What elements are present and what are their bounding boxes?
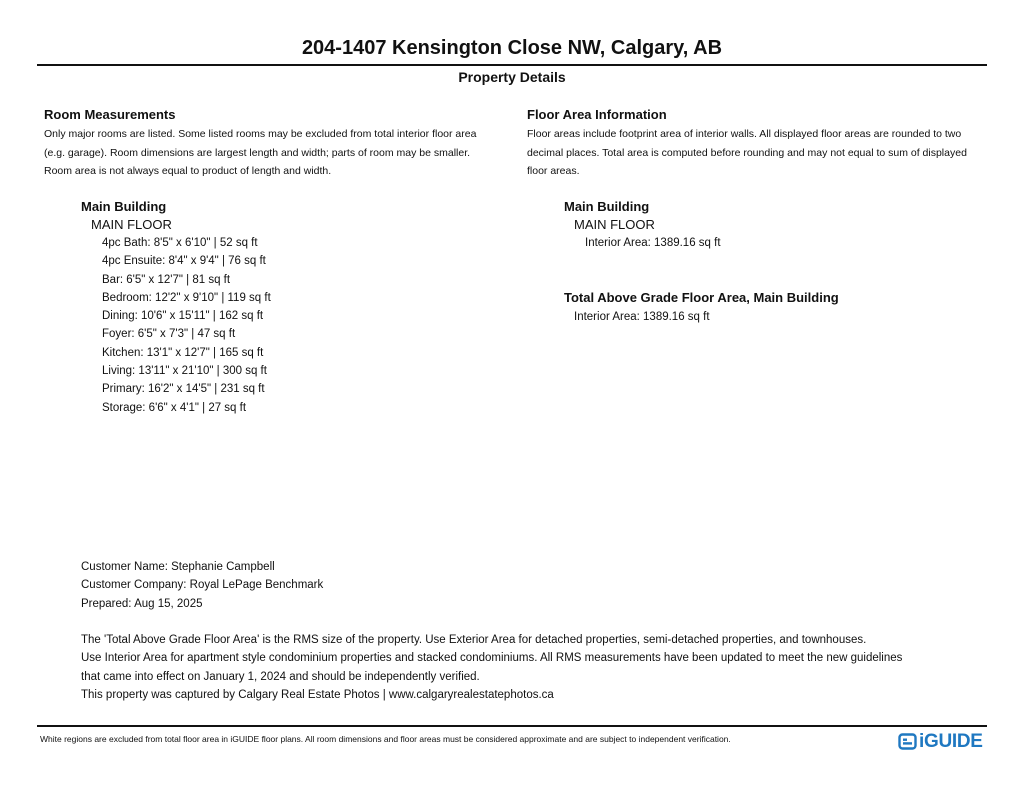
room-item: 4pc Ensuite: 8'4" x 9'4" | 76 sq ft — [102, 255, 266, 268]
room-item: Dining: 10'6" x 15'11" | 162 sq ft — [102, 310, 264, 323]
disclaimer-line: that came into effect on January 1, 2024 and should be independently verified. — [81, 670, 480, 683]
floor-name: MAIN FLOOR — [91, 217, 172, 232]
note-line: Only major rooms are listed. Some listed rooms may be excluded from total interior floor area — [44, 128, 477, 140]
room-measurements-heading: Room Measurements — [44, 107, 176, 122]
total-area-heading: Total Above Grade Floor Area, Main Building — [564, 290, 839, 305]
floor-interior-area: Interior Area: 1389.16 sq ft — [585, 237, 721, 249]
building-name: Main Building — [564, 199, 650, 214]
customer-info — [81, 558, 323, 613]
room-item: Bedroom: 12'2" x 9'10" | 119 sq ft — [102, 291, 271, 304]
total-interior-area: Interior Area: 1389.16 sq ft — [574, 311, 710, 323]
customer-name: Customer Name: Stephanie Campbell — [81, 561, 275, 573]
page-title: 204-1407 Kensington Close NW, Calgary, AB — [301, 37, 723, 59]
disclaimer-line: Use Interior Area for apartment style condominium properties and stacked condominiums. All RMS measurements have been updated to meet the new guidelines — [81, 652, 903, 665]
iguide-logo-icon — [898, 733, 918, 751]
page-subtitle: Property Details — [458, 69, 566, 85]
footer-divider — [37, 725, 987, 727]
room-item: Bar: 6'5" x 12'7" | 81 sq ft — [102, 273, 231, 286]
note-line: Floor areas include footprint area of interior walls. All displayed floor areas are rounded to two — [527, 128, 962, 140]
room-item: Foyer: 6'5" x 7'3" | 47 sq ft — [102, 328, 236, 341]
room-item: Primary: 16'2" x 14'5" | 231 sq ft — [102, 383, 265, 396]
room-item: 4pc Bath: 8'5" x 6'10" | 52 sq ft — [102, 237, 258, 249]
prepared-date: Prepared: Aug 15, 2025 — [81, 597, 203, 610]
floor-building-block — [564, 198, 721, 252]
footer-note: White regions are excluded from total floor area in iGUIDE floor plans. All room dimensions and floor areas must be considered approximate and are subject to independent verification. — [40, 734, 731, 744]
disclaimer-line: This property was captured by Calgary Real Estate Photos | www.calgaryrealestatephotos.ca — [81, 688, 554, 701]
floor-area-section — [527, 106, 992, 181]
room-item: Storage: 6'6" x 4'1" | 27 sq ft — [102, 401, 247, 414]
building-name: Main Building — [81, 199, 167, 214]
note-line: floor areas. — [527, 165, 580, 177]
note-line: Room area is not always equal to product of length and width. — [44, 165, 332, 177]
floor-area-notes — [527, 125, 992, 181]
floor-name: MAIN FLOOR — [574, 217, 655, 232]
rms-disclaimer — [81, 631, 902, 704]
note-line: decimal places. Total area is computed before rounding and may not equal to sum of displayed — [527, 146, 967, 159]
total-area-block — [564, 289, 839, 326]
floor-area-heading: Floor Area Information — [527, 107, 667, 122]
room-item: Living: 13'11" x 21'10" | 300 sq ft — [102, 365, 267, 378]
iguide-logo-text: iGUIDE — [919, 731, 983, 752]
title-divider — [37, 64, 987, 66]
room-list — [102, 234, 271, 417]
room-measurements-notes — [44, 125, 514, 181]
note-line: (e.g. garage). Room dimensions are largest length and width; parts of room may be smaller. — [44, 146, 471, 159]
room-item: Kitchen: 13'1" x 12'7" | 165 sq ft — [102, 346, 264, 359]
room-measurements-section — [44, 106, 514, 181]
iguide-logo — [898, 731, 983, 753]
disclaimer-line: The 'Total Above Grade Floor Area' is the RMS size of the property. Use Exterior Area for detached properties, semi-detached properties, and townhouses. — [81, 634, 867, 646]
customer-company: Customer Company: Royal LePage Benchmark — [81, 579, 324, 592]
room-building-block — [81, 198, 271, 417]
